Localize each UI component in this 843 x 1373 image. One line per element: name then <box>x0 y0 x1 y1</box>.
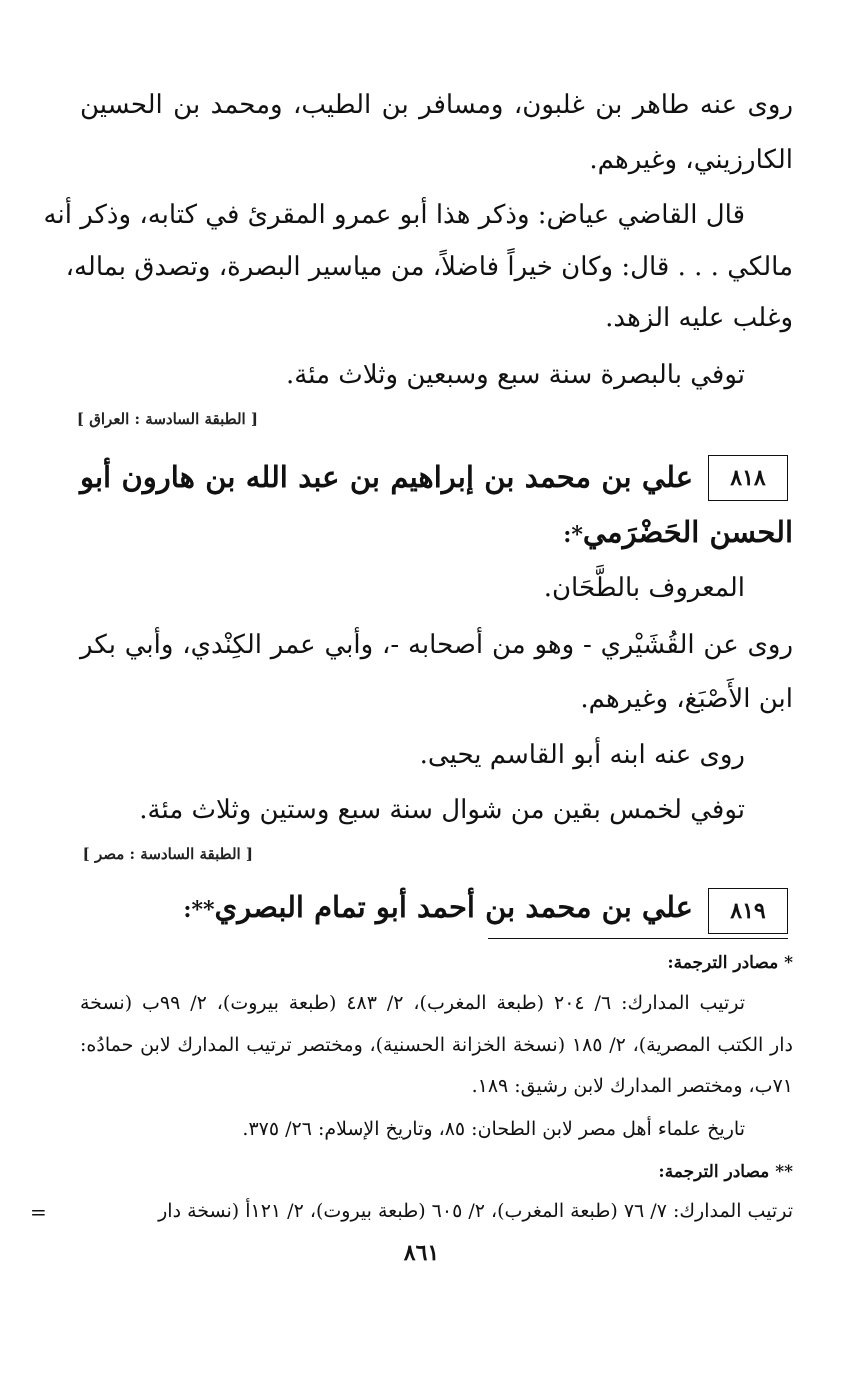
body-line: قال القاضي عياض: وذكر هذا أبو عمرو المقرئ في كتابه، وذكر أنه <box>43 200 745 230</box>
entry-title: علي بن محمد بن إبراهيم بن عبد الله بن هارون أبو <box>80 460 693 494</box>
entry-number-box: ٨١٩ <box>708 888 788 934</box>
body-line: توفي لخمس بقين من شوال سنة سبع وستين وثلاث مئة. <box>139 795 745 825</box>
body-line: روى عن القُشَيْري - وهو من أصحابه -، وأبي عمر الكِنْدي، وأبي بكر <box>80 630 793 660</box>
continuation-mark: = <box>30 1200 47 1224</box>
footnote-marker: *: <box>563 522 583 548</box>
tabaqa-reference: [ الطبقة السادسة : مصر ] <box>82 845 253 863</box>
footnote-line: ترتيب المدارك: ٦/ ٢٠٤ (طبعة المغرب)، ٢/ ٤٨٣ (طبعة بيروت)، ٢/ ٩٩ب (نسخة <box>80 992 746 1014</box>
footnote-heading: ** مصادر الترجمة: <box>658 1162 793 1182</box>
entry-number-box: ٨١٨ <box>708 455 788 501</box>
footnote-marker: **: <box>183 897 215 923</box>
footnote-line: تاريخ علماء أهل مصر لابن الطحان: ٨٥، وتاريخ الإسلام: ٢٦/ ٣٧٥. <box>242 1118 745 1140</box>
body-line: ابن الأَصْبَغ، وغيرهم. <box>580 684 793 714</box>
entry-title-continued <box>563 515 793 549</box>
tabaqa-reference: [ الطبقة السادسة : العراق ] <box>76 410 258 428</box>
body-line: توفي بالبصرة سنة سبع وسبعين وثلاث مئة. <box>286 360 745 390</box>
footnote-separator <box>488 938 788 939</box>
body-line: روى عنه طاهر بن غلبون، ومسافر بن الطيب، ومحمد بن الحسين <box>80 90 793 120</box>
body-line: المعروف بالطَّحَان. <box>543 573 745 603</box>
page-number: ٨٦١ <box>403 1240 440 1266</box>
body-line: الكارزيني، وغيرهم. <box>589 145 793 175</box>
footnote-line: ترتيب المدارك: ٧/ ٧٦ (طبعة المغرب)، ٢/ ٦٠٥ (طبعة بيروت)، ٢/ ١٢١أ (نسخة دار <box>158 1200 793 1222</box>
footnote-heading: * مصادر الترجمة: <box>667 953 793 973</box>
entry-title-text: الحسن الحَضْرَمي <box>582 515 793 549</box>
body-line: روى عنه ابنه أبو القاسم يحيى. <box>419 740 745 770</box>
body-line: مالكي . . . قال: وكان خيراً فاضلاً، من مياسير البصرة، وتصدق بماله، <box>65 252 793 282</box>
entry-title <box>183 890 693 924</box>
entry-title-text: علي بن محمد بن أحمد أبو تمام البصري <box>214 890 693 924</box>
footnote-line: ٧١ب، ومختصر المدارك لابن رشيق: ١٨٩. <box>471 1075 793 1097</box>
footnote-line: دار الكتب المصرية)، ٢/ ١٨٥ (نسخة الخزانة الحسنية)، ومختصر ترتيب المدارك لابن حمادُه: <box>80 1034 793 1056</box>
body-line: وغلب عليه الزهد. <box>605 303 793 333</box>
